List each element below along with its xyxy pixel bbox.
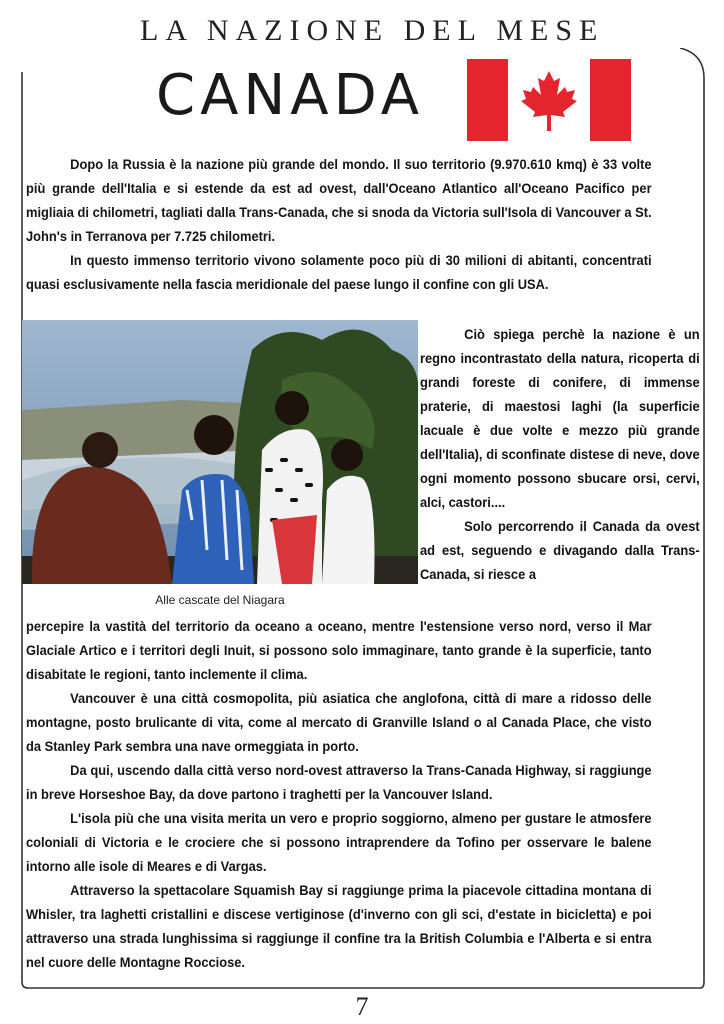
paragraph: Vancouver è una città cosmopolita, più asiatica che anglofona, città di mare a ridosso delle montagne, posto brulicante di vita, come al mercato di Granville Island o al Canada Place, che visto da Stanley Park sembra una nave ormeggiata in porto.	[26, 690, 652, 754]
section-kicker: LA NAZIONE DEL MESE	[140, 14, 605, 47]
page-number: 7	[355, 992, 369, 1021]
paragraph: Dopo la Russia è la nazione più grande del mondo. Il suo territorio (9.970.610 kmq) è 33 volte più grande dell'Italia e si estende da est ad ovest, dall'Oceano Atlantico all'Oceano Pacifico per migliaia di chilometri, tagliati dalla Trans-Canada, che si snoda da Victoria sull'Isola di Vancouver a St. John's in Terranova per 7.725 chilometri.	[26, 156, 652, 244]
body-text	[26, 614, 652, 974]
intro-text	[26, 152, 652, 296]
canada-flag-icon	[467, 59, 631, 141]
paragraph: In questo immenso territorio vivono solamente poco più di 30 milioni di abitanti, concentrati quasi esclusivamente nella fascia meridionale del paese lungo il confine con gli USA.	[26, 252, 652, 292]
paragraph: percepire la vastità del territorio da oceano a oceano, mentre l'estensione verso nord, verso il Mar Glaciale Artico e i territori degli Inuit, si possono solo immaginare, tanto grande è la superficie, tanto disabitate le regioni, tanto inclemente il clima.	[26, 618, 652, 682]
page-title: CANADA	[156, 63, 425, 128]
paragraph: L'isola più che una visita merita un vero e proprio soggiorno, almeno per gustare le atmosfere coloniali di Victoria e le crociere che si possono intraprendere da Tofino per osservare le balene intorno alle isole di Meares e di Vargas.	[26, 810, 652, 874]
paragraph: Da qui, uscendo dalla città verso nord-ovest attraverso la Trans-Canada Highway, si raggiunge in breve Horseshoe Bay, da dove partono i traghetti per la Vancouver Island.	[26, 762, 652, 802]
paragraph: Ciò spiega perchè la nazione è un regno incontrastato della natura, ricoperta di grandi foreste di conifere, di immense praterie, di maestosi laghi (la superficie lacuale è due volte e mezzo più grande dell'Italia), di sconfinate distese di neve, dove ogni momento possono sbucare orsi, cervi, alci, castori....	[420, 326, 700, 510]
photo-caption: Alle cascate del Niagara	[155, 593, 285, 607]
paragraph: Solo percorrendo il Canada da ovest ad est, seguendo e divagando dalla Trans-Canada, si riesce a	[420, 518, 700, 582]
niagara-photo	[22, 320, 418, 584]
paragraph: Attraverso la spettacolare Squamish Bay si raggiunge prima la piacevole cittadina montana di Whisler, tra laghetti cristallini e discese vertiginose (d'inverno con gli sci, d'estate in bicicletta) e poi attraverso una strada lunghissima si raggiunge il confine tra la British Columbia e l'Alberta e si entra nel cuore delle Montagne Rocciose.	[26, 882, 652, 970]
side-text	[420, 322, 700, 586]
